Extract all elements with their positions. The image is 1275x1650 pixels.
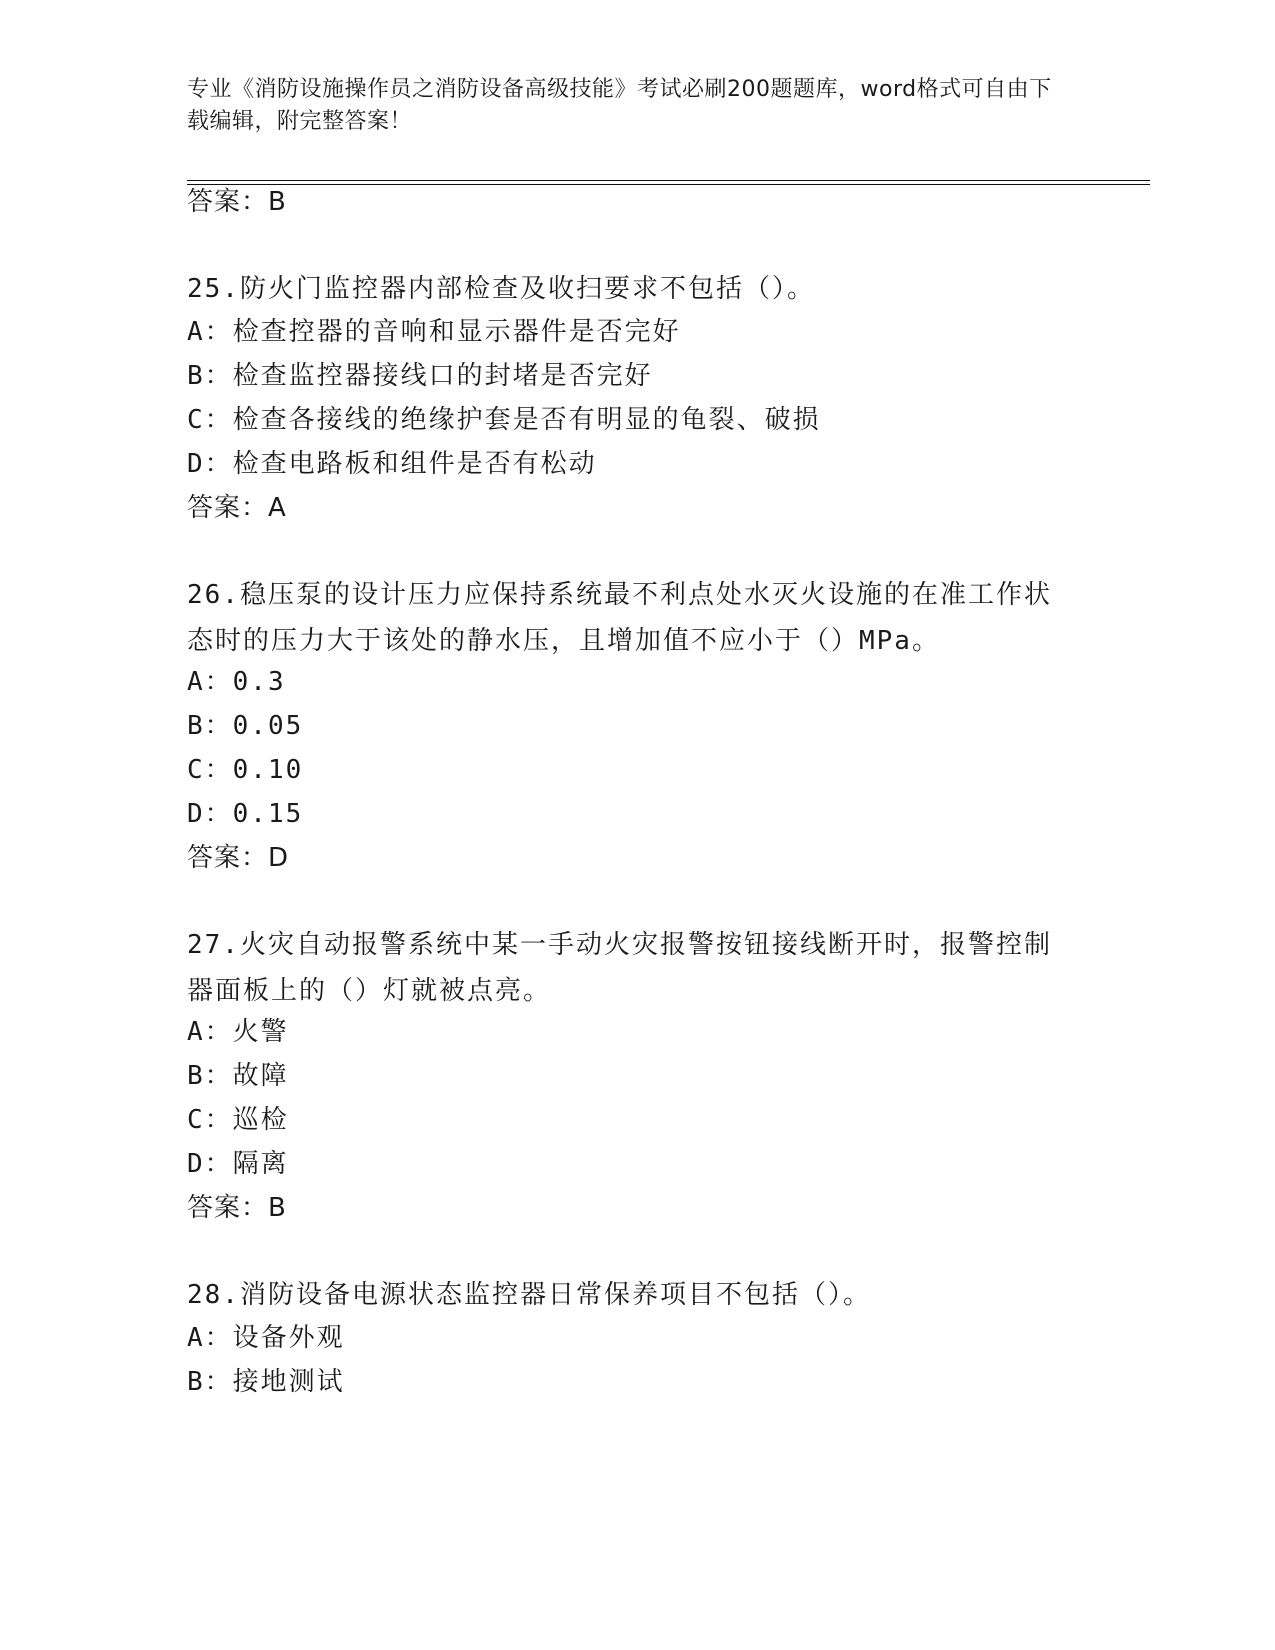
question-answer: 答案：A <box>187 493 287 523</box>
question-option: A：火警 <box>187 1017 289 1047</box>
header-divider <box>187 180 1150 181</box>
question-option: A：0.3 <box>187 667 286 697</box>
question-option: C：检查各接线的绝缘护套是否有明显的龟裂、破损 <box>187 405 821 435</box>
question-option: A：设备外观 <box>187 1323 345 1353</box>
previous-answer: 答案：B <box>187 187 287 217</box>
question-answer: 答案：D <box>187 843 290 873</box>
question-option: B：故障 <box>187 1061 289 1091</box>
question-option: B：检查监控器接线口的封堵是否完好 <box>187 361 653 391</box>
question-option: B：0.05 <box>187 711 304 741</box>
question-stem: 27.火灾自动报警系统中某一手动火灾报警按钮接线断开时，报警控制器面板上的（）灯就被点亮。 <box>187 930 1052 1006</box>
question-option: C：巡检 <box>187 1105 289 1135</box>
question-option: D：0.15 <box>187 799 304 829</box>
header-divider-second <box>187 184 1150 185</box>
document-header: 专业《消防设施操作员之消防设备高级技能》考试必刷200题题库，word格式可自由下载编辑，附完整答案！ <box>187 77 1052 134</box>
question-stem: 26.稳压泵的设计压力应保持系统最不利点处水灭火设施的在准工作状态时的压力大于该处的静水压，且增加值不应小于（）MPa。 <box>187 580 1052 656</box>
question-option: D：检查电路板和组件是否有松动 <box>187 449 597 479</box>
question-answer: 答案：B <box>187 1193 287 1223</box>
question-option: A：检查控器的音响和显示器件是否完好 <box>187 317 681 347</box>
question-option: B：接地测试 <box>187 1367 345 1397</box>
question-stem: 28.消防设备电源状态监控器日常保养项目不包括（）。 <box>187 1280 871 1310</box>
question-stem: 25.防火门监控器内部检查及收扫要求不包括（）。 <box>187 274 815 304</box>
question-option: D：隔离 <box>187 1149 289 1179</box>
question-option: C：0.10 <box>187 755 304 785</box>
